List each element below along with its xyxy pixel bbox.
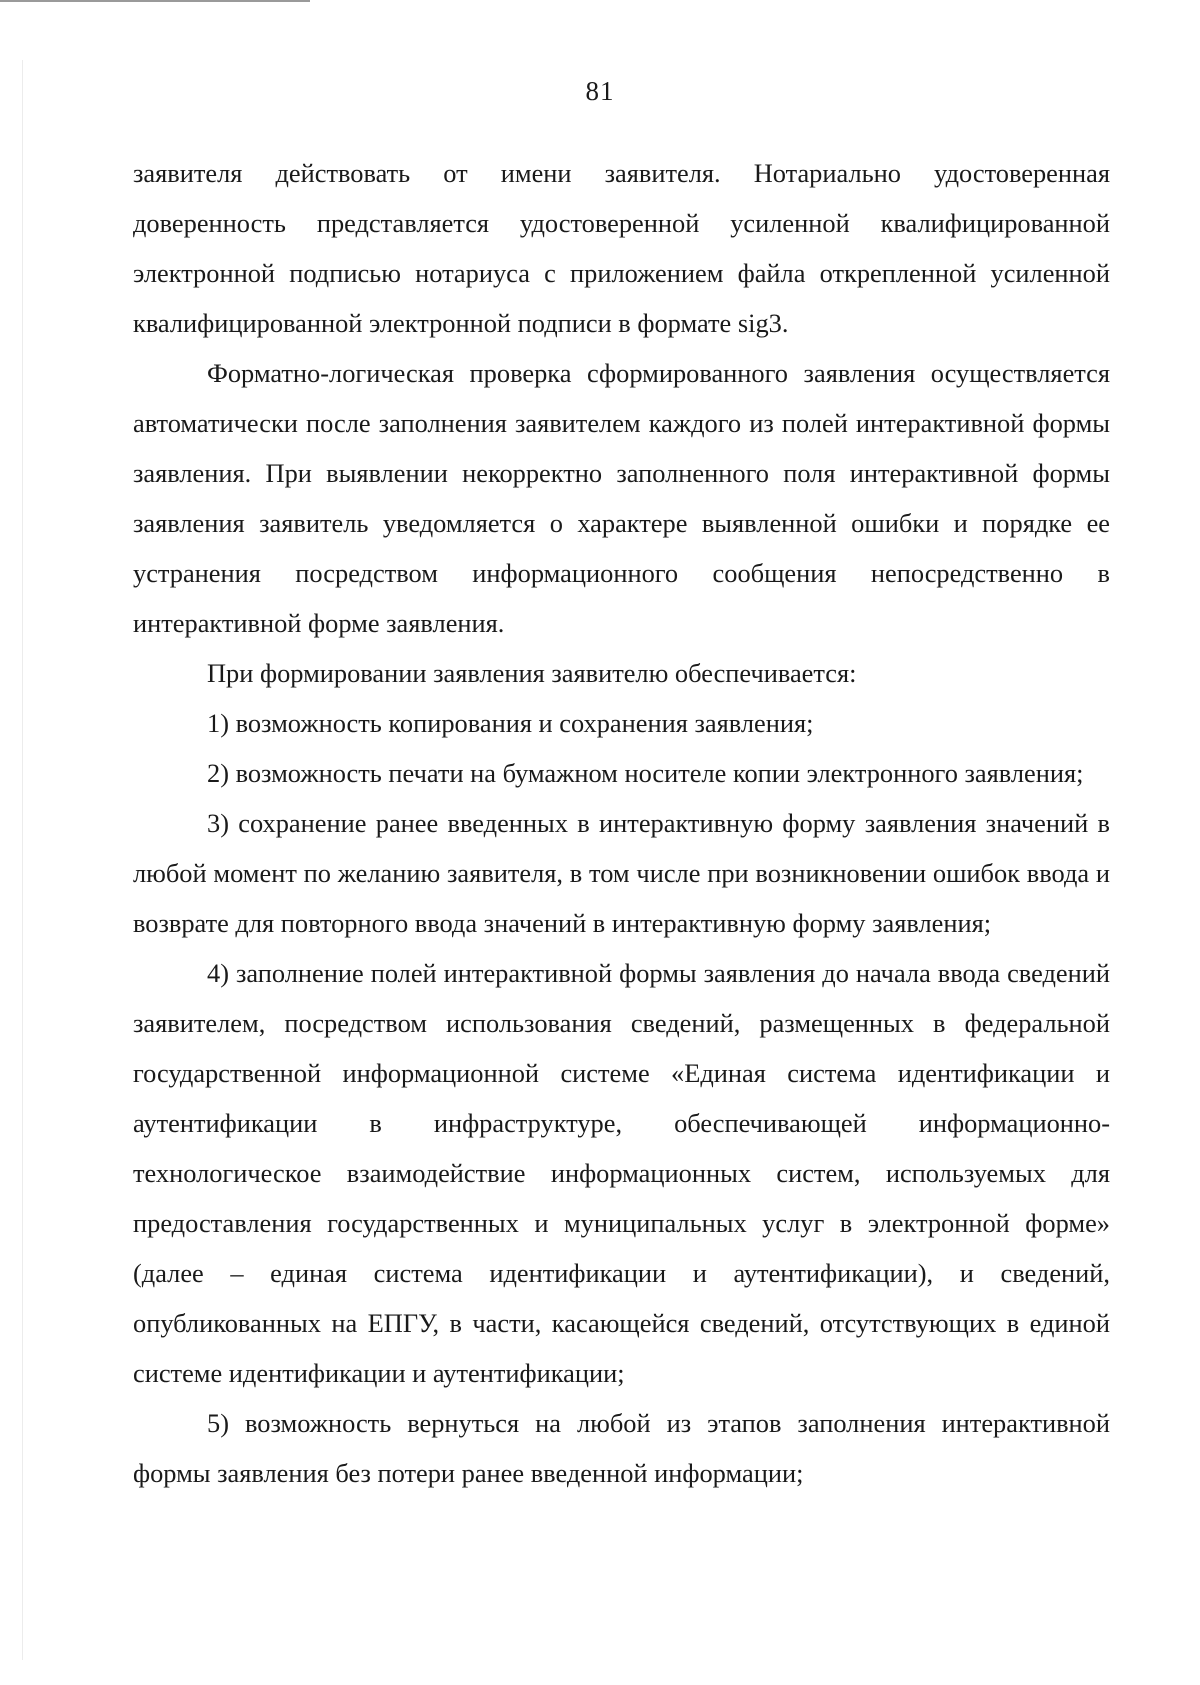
paragraph-continuation: заявителя действовать от имени заявителя. Нотариально удостоверенная доверенность представляется удостоверенной усиленной квалифицированной электронной подписью нотариуса с приложением файла открепленной усиленной квалифицированной электронной подписи в формате sig3. [133, 158, 1110, 338]
list-item-3: 3) сохранение ранее введенных в интерактивную форму заявления значений в любой момент по желанию заявителя, в том числе при возникновении ошибок ввода и возврате для повторного ввода значений в интерактивную форму заявления; [133, 808, 1110, 938]
document-body [133, 148, 1110, 1498]
scan-edge-top [0, 0, 310, 2]
list-item-5: 5) возможность вернуться на любой из этапов заполнения интерактивной формы заявления без потери ранее введенной информации; [133, 1408, 1110, 1488]
paragraph-provisions-intro: При формировании заявления заявителю обеспечивается: [207, 658, 857, 688]
page-number: 81 [585, 76, 615, 106]
list-item-1: 1) возможность копирования и сохранения заявления; [207, 708, 814, 738]
scan-edge-left [22, 60, 23, 1660]
paragraph-format-check: Форматно-логическая проверка сформированного заявления осуществляется автоматически после заполнения заявителем каждого из полей интерактивной формы заявления. При выявлении некорректно заполненного поля интерактивной формы заявления заявитель уведомляется о характере выявленной ошибки и порядке ее устранения посредством информационного сообщения непосредственно в интерактивной форме заявления. [133, 358, 1110, 638]
list-item-2: 2) возможность печати на бумажном носителе копии электронного заявления; [207, 758, 1084, 788]
list-item-4: 4) заполнение полей интерактивной формы заявления до начала ввода сведений заявителем, посредством использования сведений, размещенных в федеральной государственной информационной системе «Единая система идентификации и аутентификации в инфраструктуре, обеспечивающей информационно-технологическое взаимодействие информационных систем, используемых для предоставления государственных и муниципальных услуг в электронной форме» (далее – единая система идентификации и аутентификации), и сведений, опубликованных на ЕПГУ, в части, касающейся сведений, отсутствующих в единой системе идентификации и аутентификации; [133, 958, 1110, 1388]
